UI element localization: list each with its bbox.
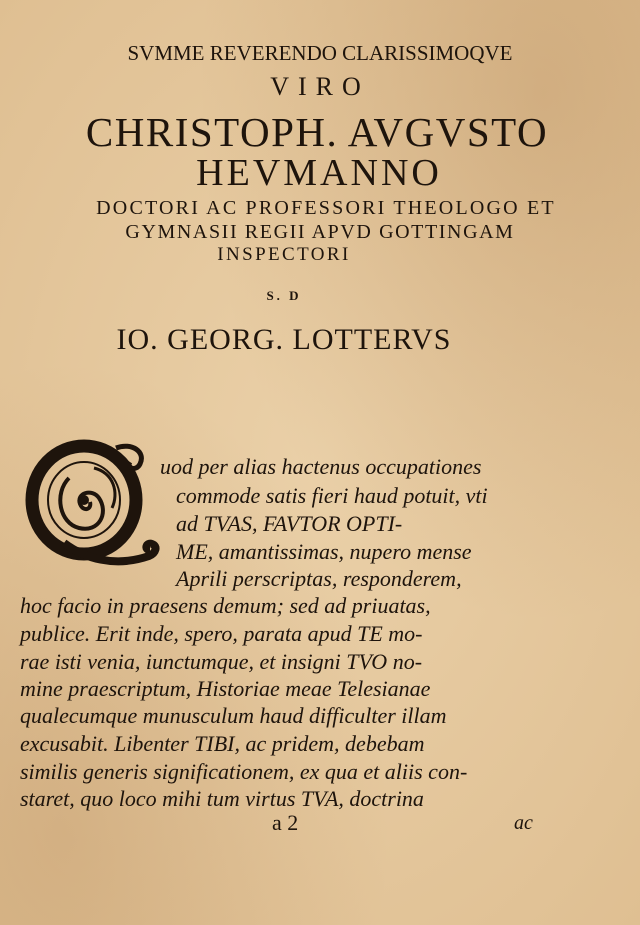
author-name: IO. GEORG. LOTTERVS [116, 323, 452, 356]
greeting: S. D [266, 288, 302, 303]
dedication-line-1: SVMME REVERENDO CLARISSIMOQVE [127, 41, 513, 65]
text-line-8: rae isti venia, iunctumque, et insigni TVO no- [20, 649, 423, 674]
catchword: ac [514, 812, 533, 834]
text-line-3: ad TVAS, FAVTOR OPTI- [176, 511, 403, 536]
text-line-11: excusabit. Libenter TIBI, ac pridem, debebam [20, 731, 425, 756]
dedicatee-title-1: DOCTORI AC PROFESSORI THEOLOGO ET [96, 197, 556, 219]
text-line-1: uod per alias hactenus occupationes [160, 454, 482, 479]
ornamental-q-icon [24, 438, 164, 578]
decorated-initial-q [24, 438, 164, 578]
text-line-5: Aprili perscriptas, responderem, [176, 566, 462, 591]
text-line-7: publice. Erit inde, spero, parata apud TE mo- [20, 621, 423, 646]
dedicatee-title-2: GYMNASII REGII APVD GOTTINGAM [125, 221, 515, 243]
dedication-line-2: VIRO [270, 72, 370, 101]
dedicatee-surname: HEVMANNO [196, 152, 442, 194]
dedicatee-title-3: INSPECTORI [217, 244, 351, 265]
text-line-10: qualecumque munusculum haud difficulter illam [20, 703, 447, 728]
signature-mark: a 2 [272, 810, 299, 835]
text-line-2: commode satis fieri haud potuit, vti [176, 483, 488, 508]
text-line-13: staret, quo loco mihi tum virtus TVA, doctrina [20, 786, 424, 811]
dedicatee-first-name: CHRISTOPH. AVGVSTO [85, 109, 549, 155]
text-line-12: similis generis significationem, ex qua et aliis con- [20, 759, 468, 784]
text-line-9: mine praescriptum, Historiae meae Telesianae [20, 676, 431, 701]
text-line-4: ME, amantissimas, nupero mense [176, 539, 472, 564]
text-line-6: hoc facio in praesens demum; sed ad priuatas, [20, 593, 431, 618]
